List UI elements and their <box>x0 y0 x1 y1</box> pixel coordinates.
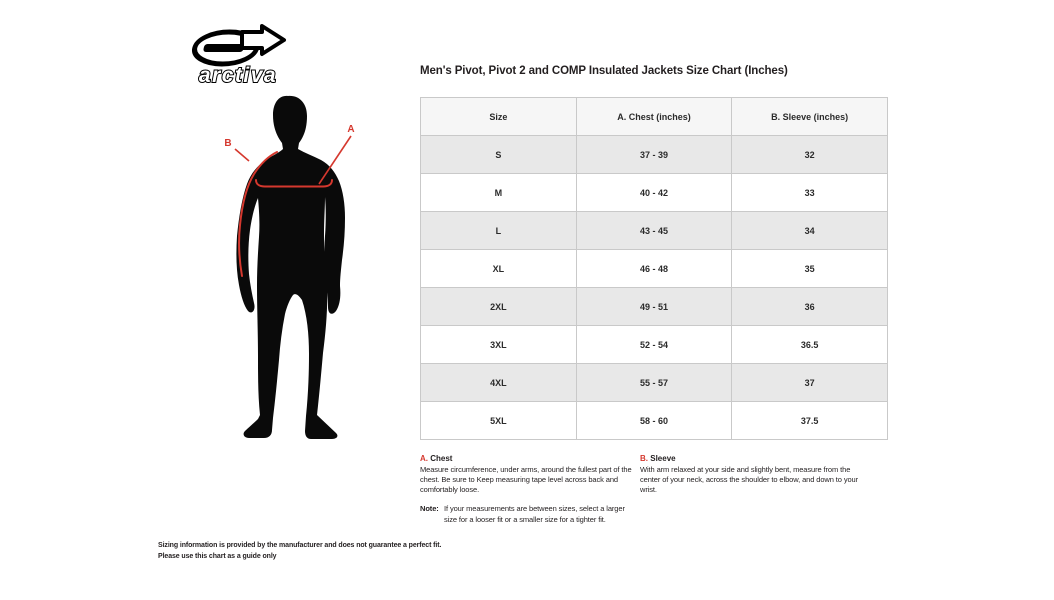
brand-logo <box>186 24 294 88</box>
table-cell: S <box>421 136 577 174</box>
table-cell: 3XL <box>421 326 577 364</box>
table-cell: 55 - 57 <box>576 364 732 402</box>
column-header-sleeve: B. Sleeve (inches) <box>732 98 888 136</box>
chest-footnote-title: Chest <box>430 454 453 463</box>
table-row <box>421 364 888 402</box>
table-cell: 5XL <box>421 402 577 440</box>
table-cell: 37.5 <box>732 402 888 440</box>
table-cell: 34 <box>732 212 888 250</box>
table-cell: 36.5 <box>732 326 888 364</box>
size-chart-tbody <box>421 136 888 440</box>
table-cell: 46 - 48 <box>576 250 732 288</box>
table-cell: 33 <box>732 174 888 212</box>
table-row <box>421 174 888 212</box>
logo-arrow-icon <box>242 26 284 54</box>
table-cell: 37 - 39 <box>576 136 732 174</box>
sleeve-pointer-line-icon <box>235 149 249 161</box>
table-cell: 52 - 54 <box>576 326 732 364</box>
table-cell: 32 <box>732 136 888 174</box>
table-row <box>421 136 888 174</box>
body-silhouette-icon <box>195 88 415 456</box>
column-header-size: Size <box>421 98 577 136</box>
fit-note-label: Note: <box>420 504 439 514</box>
sleeve-point-label: B <box>224 138 232 149</box>
fit-note-body: If your measurements are between sizes, select a larger size for a looser fit or a smaller size for a tighter fit. <box>444 504 625 524</box>
disclaimer-line-1: Sizing information is provided by the manufacturer and does not guarantee a perfect fit. <box>158 542 442 549</box>
disclaimer <box>158 541 441 563</box>
table-row <box>421 326 888 364</box>
table-cell: 43 - 45 <box>576 212 732 250</box>
sleeve-footnote <box>640 454 870 525</box>
table-cell: 36 <box>732 288 888 326</box>
table-row <box>421 288 888 326</box>
fit-note <box>420 504 632 524</box>
table-row <box>421 212 888 250</box>
chest-footnote <box>420 454 632 525</box>
sleeve-footnote-body: With arm relaxed at your side and slightly bent, measure from the center of your neck, across the shoulder to elbow, and down to your wrist. <box>640 465 859 495</box>
table-cell: 40 - 42 <box>576 174 732 212</box>
table-cell: 58 - 60 <box>576 402 732 440</box>
table-cell: 2XL <box>421 288 577 326</box>
footnotes <box>420 454 888 525</box>
chest-footnote-body: Measure circumference, under arms, around the fullest part of the chest. Be sure to Keep measuring tape level across back and comfortably loose. <box>420 465 632 495</box>
table-row <box>421 402 888 440</box>
size-chart-section <box>420 64 888 525</box>
chest-point-label: A <box>347 124 355 135</box>
table-cell: L <box>421 212 577 250</box>
table-cell: M <box>421 174 577 212</box>
chest-footnote-heading <box>420 454 632 463</box>
size-chart-table <box>420 97 888 440</box>
table-cell: 49 - 51 <box>576 288 732 326</box>
column-header-chest: A. Chest (inches) <box>576 98 732 136</box>
table-header-row <box>421 98 888 136</box>
table-cell: 35 <box>732 250 888 288</box>
table-cell: XL <box>421 250 577 288</box>
table-cell: 37 <box>732 364 888 402</box>
chest-footnote-letter: A. <box>420 454 428 463</box>
logo-wordmark: arctiva <box>198 64 278 87</box>
arctiva-logo-icon <box>186 24 294 88</box>
table-row <box>421 250 888 288</box>
sleeve-footnote-letter: B. <box>640 454 648 463</box>
table-cell: 4XL <box>421 364 577 402</box>
sleeve-footnote-title: Sleeve <box>650 454 676 463</box>
page-title: Men's Pivot, Pivot 2 and COMP Insulated Jackets Size Chart (Inches) <box>420 65 788 77</box>
sleeve-footnote-heading <box>640 454 870 463</box>
size-figure <box>195 88 415 456</box>
disclaimer-line-2: Please use this chart as a guide only <box>158 552 277 560</box>
